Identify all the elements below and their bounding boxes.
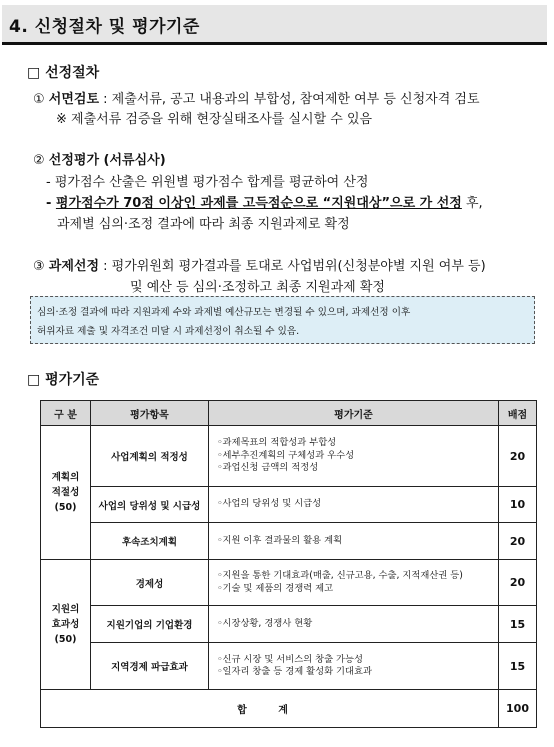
score-cell: 10	[499, 487, 537, 523]
score-cell: 15	[499, 606, 537, 643]
step2-bullet-2-continued: 과제별 심의·조정 결과에 따라 최종 지원과제로 확정	[57, 217, 350, 232]
step1-text: : 제출서류, 공고 내용과의 부합성, 참여제한 여부 등 신청자격 검토	[99, 92, 480, 107]
col-item: 평가항목	[91, 401, 209, 426]
step1-note: ※ 제출서류 검증을 위해 현장실태조사를 실시할 수 있음	[56, 112, 373, 127]
step3-continued: 및 예산 등 심의·조정하고 최종 지원과제 확정	[130, 280, 385, 295]
item-cell: 사업계획의 적정성	[91, 426, 209, 487]
col-score: 배점	[499, 401, 537, 426]
item-cell: 지역경제 파급효과	[91, 643, 209, 690]
standard-line: ◦신규 시장 및 서비스의 창출 가능성	[217, 653, 363, 665]
step3-number: ③	[33, 259, 45, 274]
score-cell: 15	[499, 643, 537, 690]
item-cell: 사업의 당위성 및 시급성	[91, 487, 209, 523]
standard-line: ◦세부추진계획의 구체성과 우수성	[217, 449, 355, 461]
score-cell: 20	[499, 560, 537, 606]
item-cell: 지원기업의 기업환경	[91, 606, 209, 643]
standard-cell	[209, 643, 499, 690]
notice-box	[30, 296, 535, 344]
procedure-heading: □ 선정절차	[27, 65, 100, 81]
criteria-heading: □ 평가기준	[27, 372, 100, 388]
step3-text: : 평가위원회 평가결과를 토대로 사업범위(신청분야별 지원 여부 등)	[99, 259, 486, 274]
standard-line: ◦과업신청 금액의 적정성	[217, 462, 319, 474]
item-cell: 경제성	[91, 560, 209, 606]
step2-line	[33, 149, 166, 168]
group-effectiveness-line-3: (50)	[54, 634, 77, 645]
standard-cell	[209, 426, 499, 487]
standard-cell	[209, 487, 499, 523]
total-score: 100	[499, 690, 537, 728]
step1-number: ①	[33, 92, 45, 107]
notice-line-1: 심의·조정 결과에 따라 지원과제 수와 과제별 예산규모는 변경될 수 있으며, 과제선정 이후	[37, 307, 411, 318]
step2-title: 선정평가 (서류심사)	[48, 153, 166, 168]
item-cell: 후속조치계획	[91, 523, 209, 560]
standard-cell	[209, 606, 499, 643]
col-category: 구 분	[41, 401, 91, 426]
table-row	[41, 523, 537, 560]
step3-line	[33, 255, 486, 274]
table-row	[41, 560, 537, 606]
standard-line: ◦시장상황, 경쟁사 현황	[217, 617, 313, 629]
score-cell: 20	[499, 426, 537, 487]
group-planning-line-2: 적절성	[51, 487, 80, 498]
standard-line: ◦지원을 통한 기대효과(매출, 신규고용, 수출, 지적재산권 등)	[217, 570, 463, 581]
criteria-table	[40, 400, 537, 728]
group-effectiveness-line-1: 지원의	[51, 604, 80, 615]
standard-line: ◦과제목표의 적합성과 부합성	[217, 437, 337, 449]
table-row	[41, 487, 537, 523]
score-cell: 20	[499, 523, 537, 560]
group-planning	[41, 426, 91, 560]
standard-line: ◦기술 및 제품의 경쟁력 제고	[217, 582, 334, 594]
group-planning-line-3: (50)	[54, 502, 77, 513]
table-row	[41, 643, 537, 690]
standard-line: ◦사업의 당위성 및 시급성	[217, 498, 322, 510]
table-row	[41, 426, 537, 487]
step1-line	[33, 88, 480, 107]
section-header	[2, 5, 547, 45]
step2-bullet-2-emphasis: 평가점수가 70점 이상인 과제를 고득점순으로 “지원대상”으로 가 선정	[55, 196, 462, 211]
total-row	[41, 690, 537, 728]
step2-bullet-2-rest: 후,	[461, 196, 483, 211]
col-standard: 평가기준	[209, 401, 499, 426]
group-planning-line-1: 계획의	[51, 472, 80, 483]
standard-cell	[209, 560, 499, 606]
step2-bullet-2	[46, 192, 483, 211]
table-header-row	[41, 401, 537, 426]
step2-number: ②	[33, 153, 45, 168]
standard-cell	[209, 523, 499, 560]
standard-line: ◦일자리 창출 등 경제 활성화 기대효과	[217, 666, 372, 677]
notice-line-2: 허위자료 제출 및 자격조건 미달 시 과제선정이 취소될 수 있음.	[37, 326, 300, 337]
step2-bullet-2-dash: -	[46, 196, 56, 211]
section-title: 4. 신청절차 및 평가기준	[9, 17, 200, 37]
step3-title: 과제선정	[48, 259, 100, 274]
total-label: 합 계	[41, 690, 499, 728]
group-effectiveness	[41, 560, 91, 690]
step2-bullet-1: - 평가점수 산출은 위원별 평가점수 합계를 평균하여 산정	[46, 175, 369, 190]
step1-title: 서면검토	[48, 92, 100, 107]
standard-line: ◦지원 이후 결과물의 활용 계획	[217, 534, 343, 546]
table-row	[41, 606, 537, 643]
group-effectiveness-line-2: 효과성	[51, 619, 80, 630]
